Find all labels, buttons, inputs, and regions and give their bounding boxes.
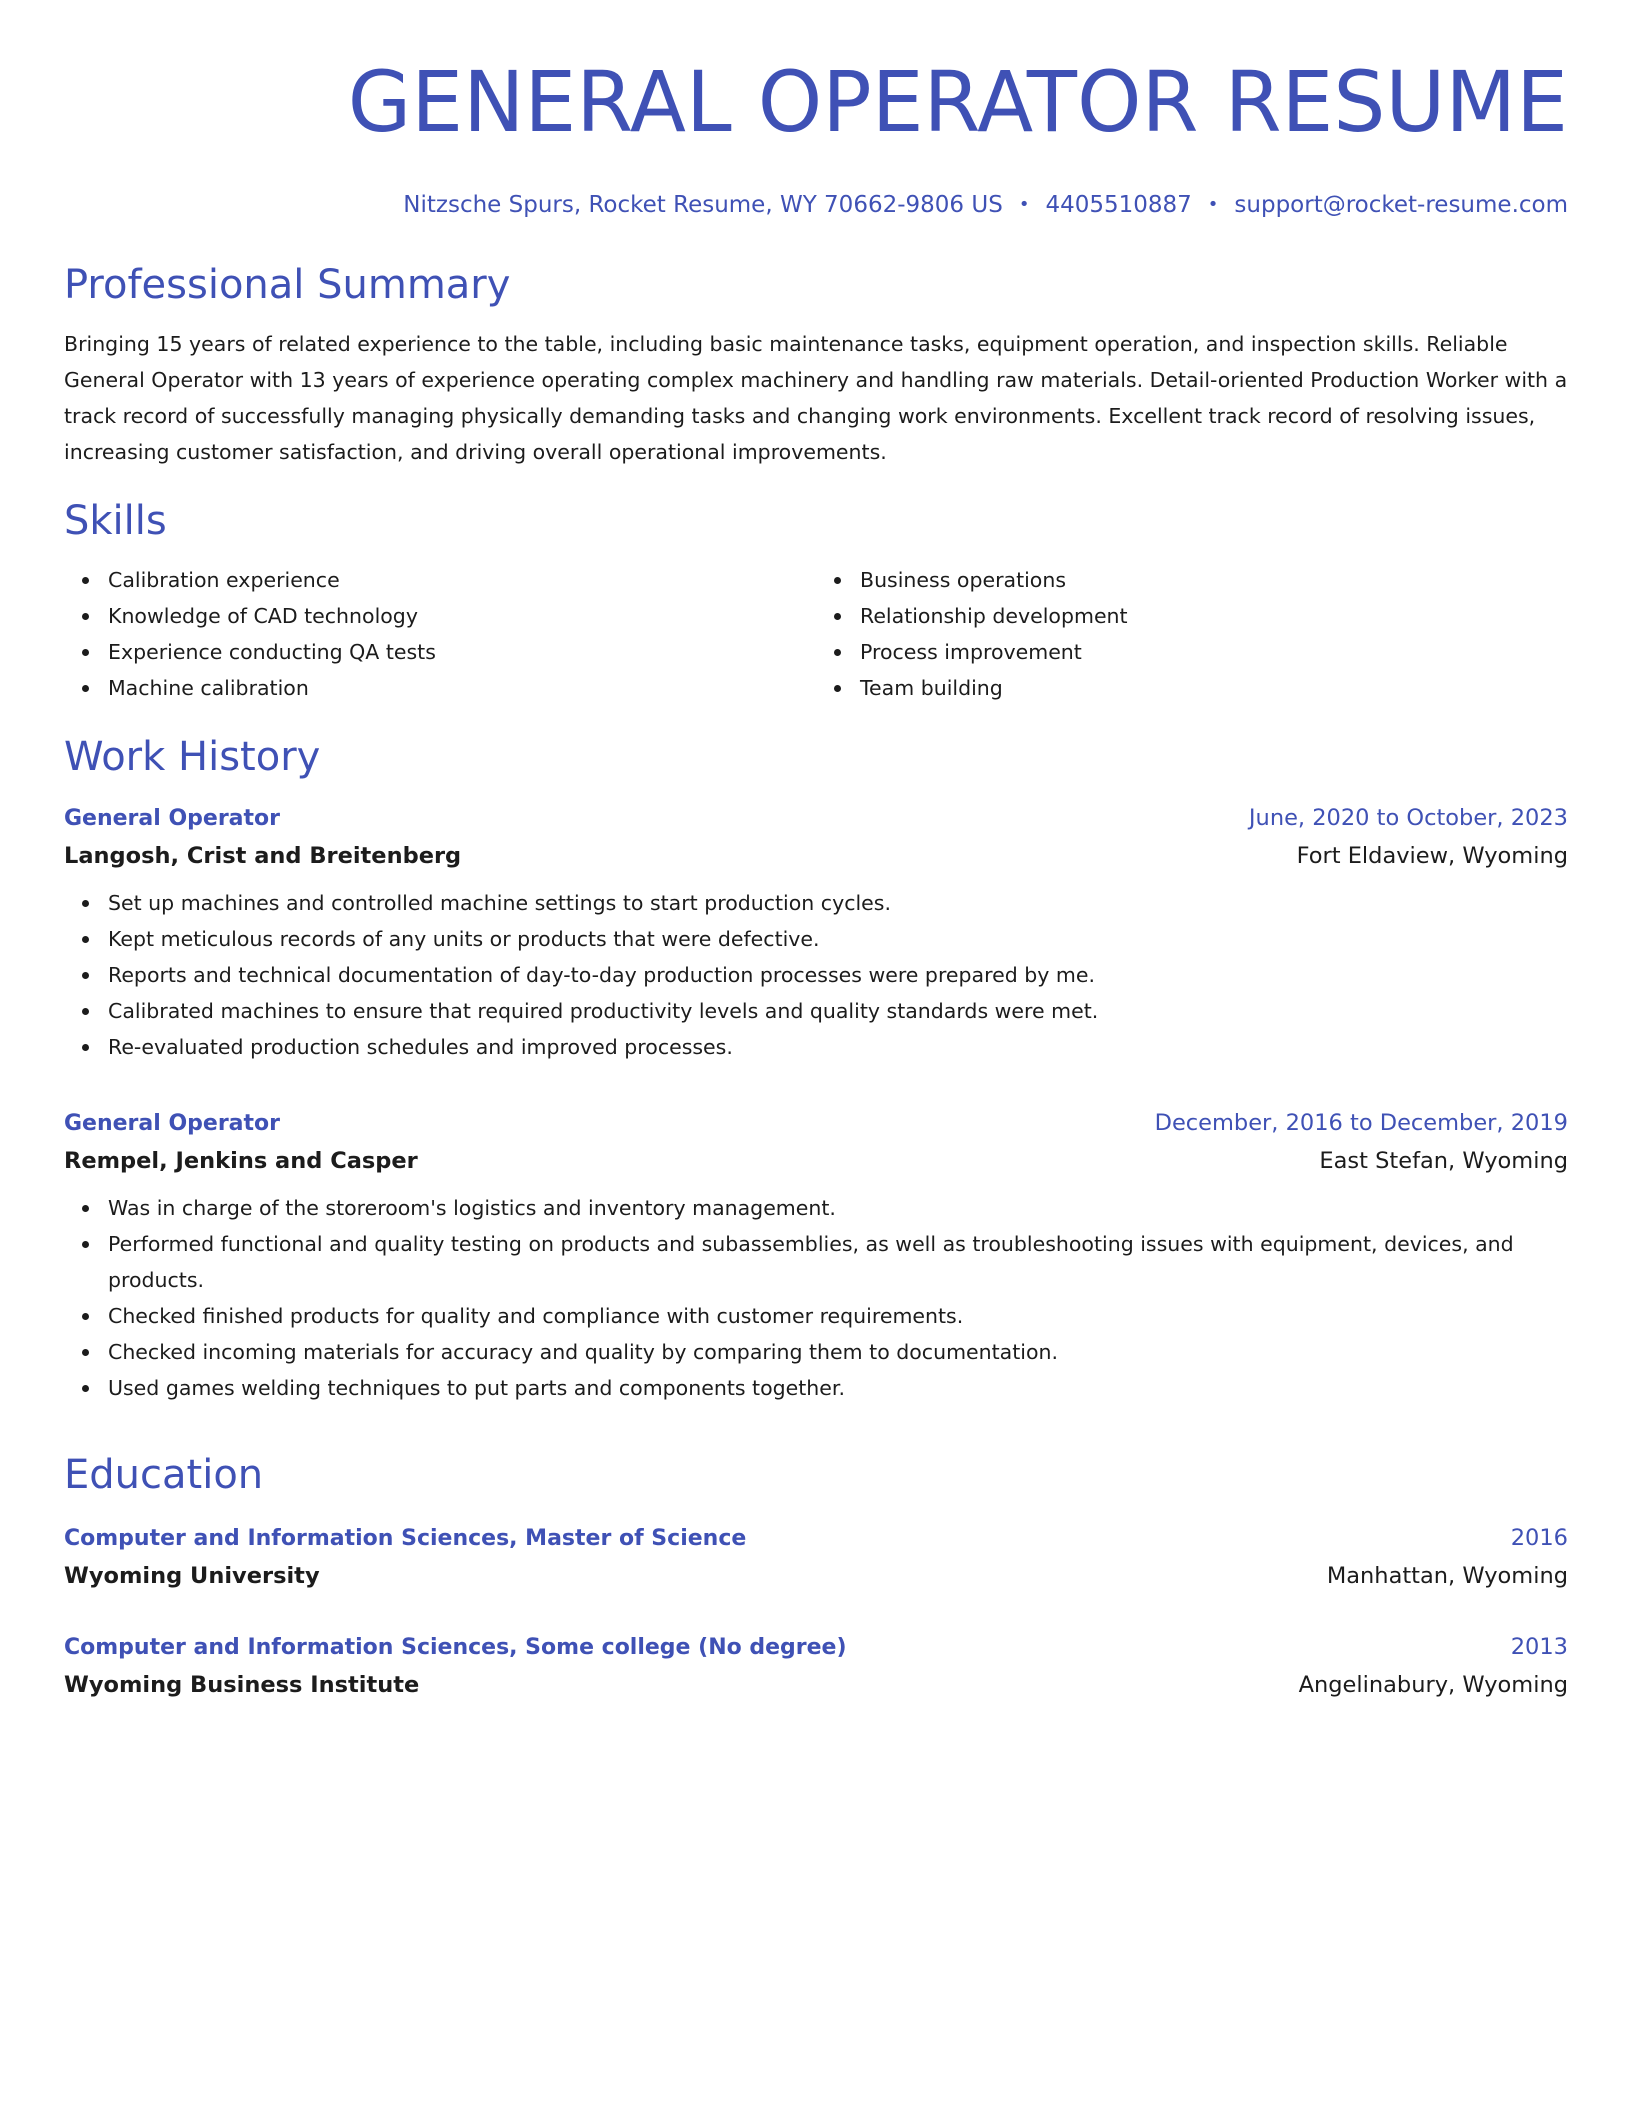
school-name: Wyoming University — [64, 1563, 320, 1589]
page-title: GENERAL OPERATOR RESUME — [347, 54, 1568, 152]
skill-item: Business operations — [860, 562, 1568, 598]
summary-section — [64, 260, 1568, 470]
duty-item: Re-evaluated production schedules and improved processes. — [108, 1029, 1568, 1065]
job-dates: December, 2016 to December, 2019 — [1154, 1110, 1568, 1136]
job-title: General Operator — [64, 1111, 281, 1136]
duty-item: Reports and technical documentation of day-to-day production processes were prepared by me. — [108, 957, 1568, 993]
school-location: Manhattan, Wyoming — [1326, 1563, 1568, 1589]
contact-address: Nitzsche Spurs, Rocket Resume, WY 70662-9806 US — [403, 192, 1003, 218]
skill-item: Process improvement — [860, 634, 1568, 670]
skills-section — [64, 496, 1568, 706]
degree-year: 2013 — [1510, 1634, 1568, 1660]
education-entry — [64, 1629, 1568, 1704]
work-history-section — [64, 732, 1568, 1406]
duty-item: Was in charge of the storeroom's logistics and inventory management. — [108, 1190, 1568, 1226]
contact-separator: • — [1207, 194, 1219, 215]
duty-item: Calibrated machines to ensure that required productivity levels and quality standards were met. — [108, 993, 1568, 1029]
job-duties — [64, 885, 1568, 1065]
job-company: Langosh, Crist and Breitenberg — [64, 843, 462, 869]
skill-item: Relationship development — [860, 598, 1568, 634]
resume-header — [64, 0, 1568, 220]
job-duties — [64, 1190, 1568, 1406]
contact-separator: • — [1018, 194, 1030, 215]
duty-item: Performed functional and quality testing on products and subassemblies, as well as troubleshooting issues with equipment, devices, and products. — [108, 1226, 1568, 1298]
duty-item: Set up machines and controlled machine settings to start production cycles. — [108, 885, 1568, 921]
degree-year: 2016 — [1510, 1525, 1568, 1551]
education-heading: Education — [64, 1452, 264, 1498]
degree-title: Computer and Information Sciences, Some college (No degree) — [64, 1635, 847, 1660]
skills-column-right — [816, 562, 1568, 706]
duty-item: Checked finished products for quality and compliance with customer requirements. — [108, 1298, 1568, 1334]
education-entry — [64, 1520, 1568, 1595]
job-location: East Stefan, Wyoming — [1319, 1148, 1568, 1174]
contact-info — [64, 190, 1568, 220]
contact-email: support@rocket-resume.com — [1234, 192, 1568, 218]
summary-text: Bringing 15 years of related experience to the table, including basic maintenance tasks, equipment operation, and inspection skills. Reliable General Operator with 13 years of experience operating complex machinery and handling raw materials. Detail-oriented Production Worker with a track record of successfully managing physically demanding tasks and changing work environments. Excellent track record of resolving issues, increasing customer satisfaction, and driving overall operational improvements. — [64, 332, 1568, 464]
skills-column-left — [64, 562, 816, 706]
skill-item: Calibration experience — [108, 562, 816, 598]
skill-item: Knowledge of CAD technology — [108, 598, 816, 634]
job-entry — [64, 1105, 1568, 1406]
skill-item: Experience conducting QA tests — [108, 634, 816, 670]
skills-heading: Skills — [64, 498, 167, 544]
duty-item: Used games welding techniques to put parts and components together. — [108, 1370, 1568, 1406]
skill-item: Machine calibration — [108, 670, 816, 706]
duty-item: Checked incoming materials for accuracy and quality by comparing them to documentation. — [108, 1334, 1568, 1370]
duty-item: Kept meticulous records of any units or products that were defective. — [108, 921, 1568, 957]
job-entry — [64, 800, 1568, 1065]
work-history-heading: Work History — [64, 734, 321, 780]
skills-grid — [64, 562, 1568, 706]
school-name: Wyoming Business Institute — [64, 1672, 420, 1698]
summary-heading: Professional Summary — [64, 262, 511, 308]
job-dates: June, 2020 to October, 2023 — [1248, 805, 1568, 831]
job-company: Rempel, Jenkins and Casper — [64, 1148, 418, 1174]
degree-title: Computer and Information Sciences, Master of Science — [64, 1526, 747, 1551]
education-section — [64, 1450, 1568, 1704]
skill-item: Team building — [860, 670, 1568, 706]
school-location: Angelinabury, Wyoming — [1298, 1672, 1568, 1698]
job-location: Fort Eldaview, Wyoming — [1296, 843, 1568, 869]
contact-phone: 4405510887 — [1045, 192, 1192, 218]
job-title: General Operator — [64, 806, 281, 831]
